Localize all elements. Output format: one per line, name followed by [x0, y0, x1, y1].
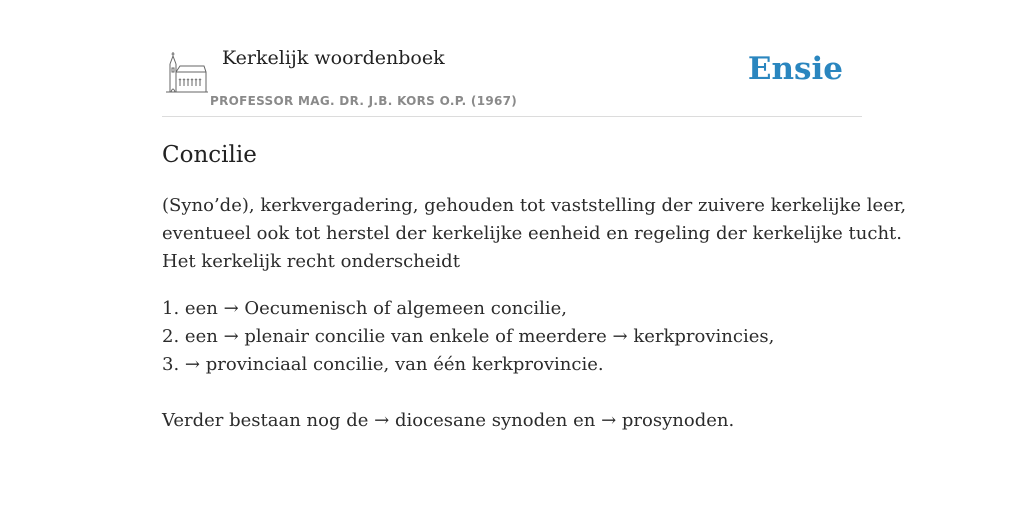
- list-text: ,: [768, 326, 775, 347]
- arrow-right-icon: →: [223, 298, 239, 319]
- definition-line: Het kerkelijk recht onderscheidt: [162, 251, 460, 272]
- book-author: PROFESSOR MAG. DR. J.B. KORS O.P. (1967): [210, 94, 518, 108]
- arrow-right-icon: →: [184, 354, 201, 375]
- closing-text: en: [573, 410, 596, 431]
- list-number: 3.: [162, 354, 180, 375]
- definition-list: [162, 295, 862, 379]
- closing-text: .: [728, 410, 735, 431]
- arrow-right-icon: →: [223, 326, 239, 347]
- page: [162, 0, 907, 512]
- list-item: [162, 351, 862, 379]
- list-item: [162, 295, 862, 323]
- cross-reference-link[interactable]: kerkprovincies: [633, 326, 769, 347]
- arrow-right-icon: →: [374, 410, 390, 431]
- cross-reference-link[interactable]: diocesane synoden: [394, 410, 568, 431]
- closing-paragraph: [162, 407, 734, 435]
- definition-line: (Syno’de), kerkvergadering, gehouden tot vaststelling der zuivere kerkelijke leer,: [162, 195, 907, 216]
- header: [162, 0, 862, 117]
- brand-logo-link[interactable]: Ensie: [747, 51, 843, 87]
- church-icon: [164, 50, 208, 94]
- list-text: ,: [561, 298, 567, 319]
- list-text: een: [184, 298, 218, 319]
- arrow-right-icon: →: [601, 410, 617, 431]
- list-text: , van één kerkprovincie.: [383, 354, 604, 375]
- book-title[interactable]: Kerkelijk woordenboek: [222, 47, 445, 69]
- cross-reference-link[interactable]: prosynoden: [621, 410, 729, 431]
- list-item: [162, 323, 862, 351]
- cross-reference-link[interactable]: Oecumenisch of algemeen concilie: [244, 298, 562, 319]
- list-text: een: [184, 326, 218, 347]
- closing-text: Verder bestaan nog de: [162, 410, 369, 431]
- list-number: 1.: [162, 298, 180, 319]
- entry-title: Concilie: [162, 142, 257, 168]
- definition-line: eventueel ook tot herstel der kerkelijke eenheid en regeling der kerkelijke tucht.: [162, 223, 903, 244]
- list-number: 2.: [162, 326, 180, 347]
- cross-reference-link[interactable]: plenair concilie van enkele of meerdere: [244, 326, 607, 347]
- cross-reference-link[interactable]: provinciaal concilie: [205, 354, 384, 375]
- arrow-right-icon: →: [612, 326, 628, 347]
- entry-definition: [162, 192, 907, 276]
